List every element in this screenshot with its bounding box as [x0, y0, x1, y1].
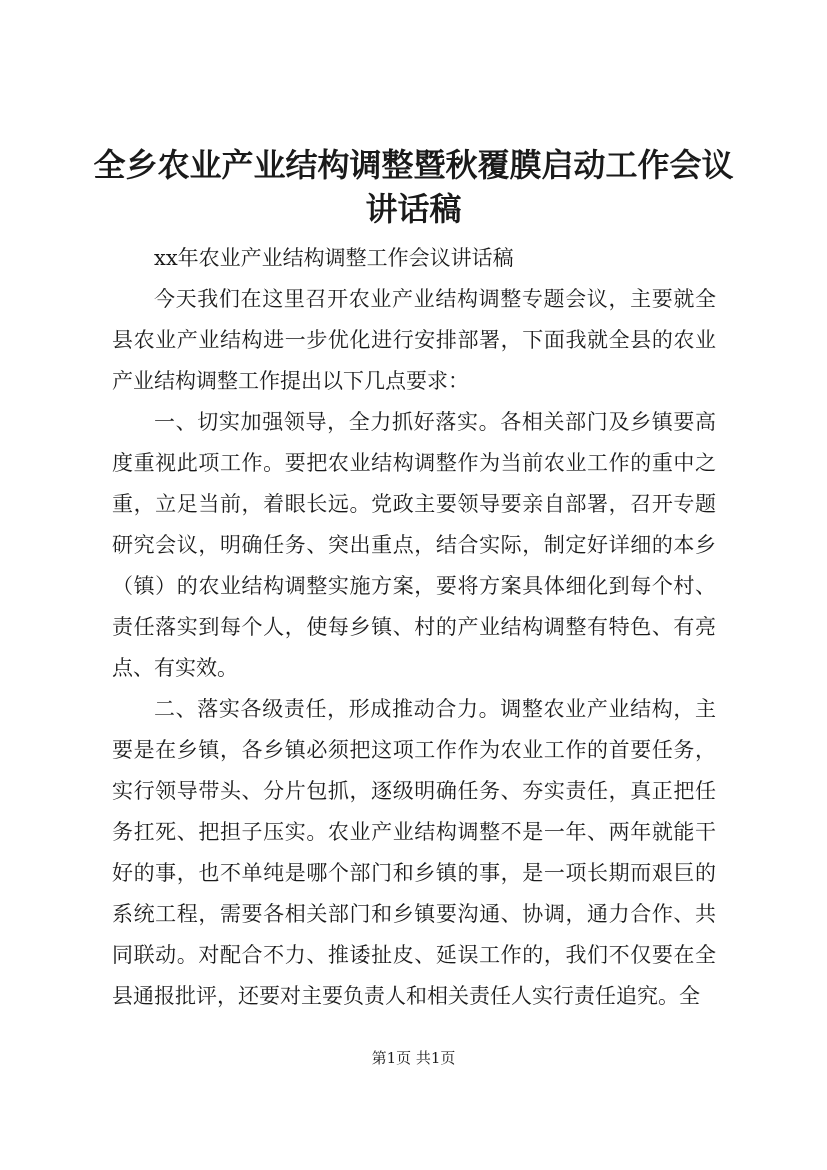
subtitle-paragraph: xx年农业产业结构调整工作会议讲话稿 — [154, 246, 514, 270]
page-number-footer: 第1页 共1页 — [371, 1049, 456, 1067]
body-paragraph: 一、切实加强领导，全力抓好落实。各相关部门及乡镇要高度重视此项工作。要把农业结构调整作为当前农业工作的重中之重，立足当前，着眼长远。党政主要领导要亲自部署，召开专题研究会议，明确任务、突出重点，结合实际，制定好详细的本乡（镇）的农业结构调整实施方案，要将方案具体细化到每个村、责任落实到每个人，使每乡镇、村的产业结构调整有特色、有亮点、有实效。 — [112, 410, 716, 680]
document-body — [112, 238, 716, 1017]
document-title-line-2: 讲话稿 — [365, 190, 462, 228]
body-paragraph: 今天我们在这里召开农业产业结构调整专题会议，主要就全县农业产业结构进一步优化进行安排部署，下面我就全县的农业产业结构调整工作提出以下几点要求： — [112, 287, 716, 393]
body-paragraph: 二、落实各级责任，形成推动合力。调整农业产业结构，主要是在乡镇，各乡镇必须把这项工作作为农业工作的首要任务，实行领导带头、分片包抓，逐级明确任务、夯实责任，真正把任务扛死、把担子压实。农业产业结构调整不是一年、两年就能干好的事，也不单纯是哪个部门和乡镇的事，是一项长期而艰巨的系统工程，需要各相关部门和乡镇要沟通、协调，通力合作、共同联动。对配合不力、推诿扯皮、延误工作的，我们不仅要在全县通报批评，还要对主要负责人和相关责任人实行责任追究。全 — [112, 697, 716, 1008]
document-title-line-1: 全乡农业产业结构调整暨秋覆膜启动工作会议 — [93, 146, 734, 184]
